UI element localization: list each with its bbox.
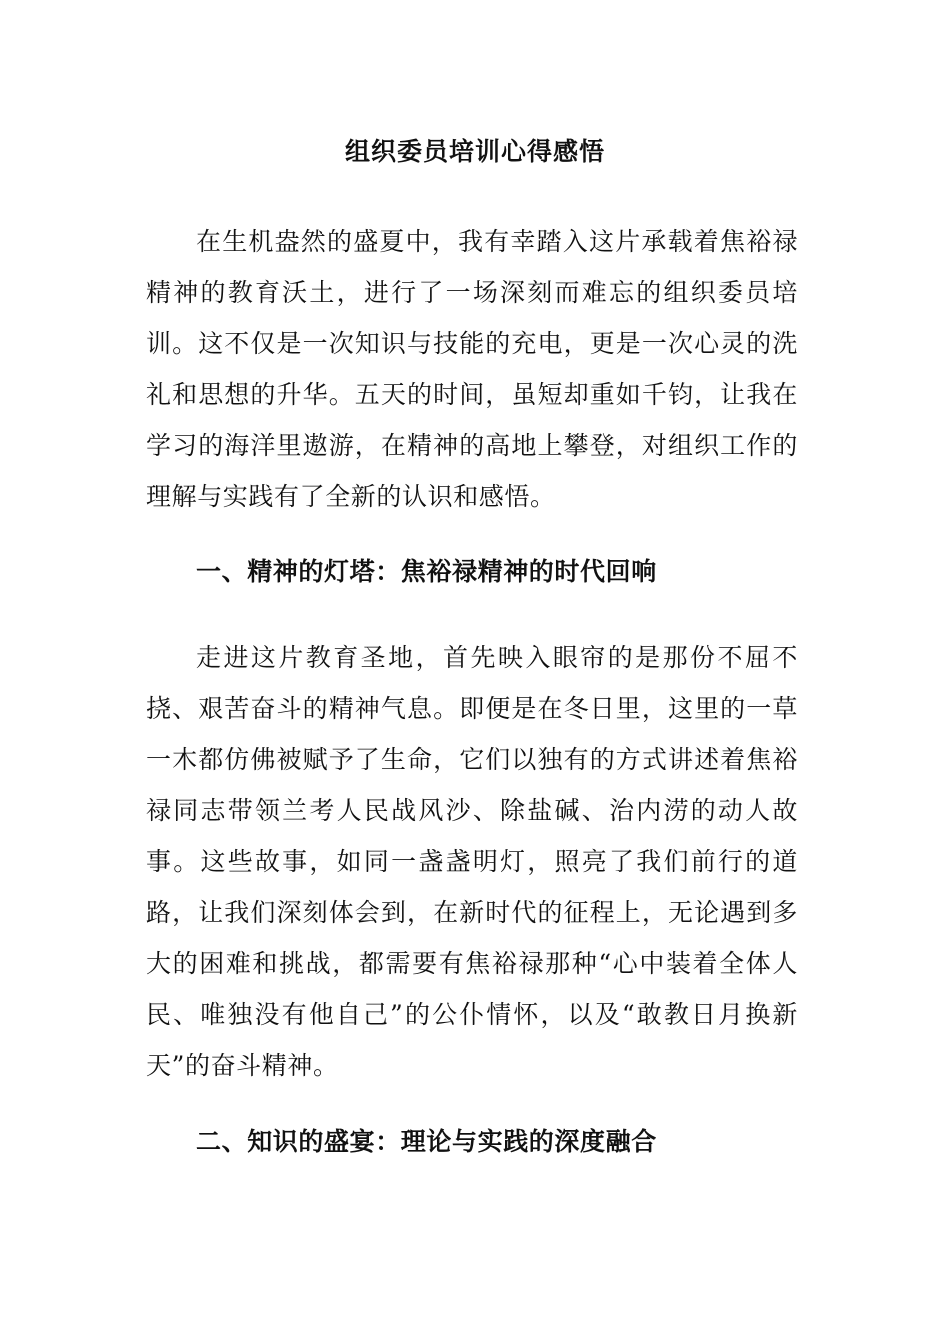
document-title: 组织委员培训心得感悟 [344,137,605,166]
section-heading-2: 二、知识的盛宴：理论与实践的深度融合 [196,1127,657,1156]
section-1-paragraph: 走进这片教育圣地，首先映入眼帘的是那份不屈不挠、艰苦奋斗的精神气息。即便是在冬日里，这里的一草一木都仿佛被赋予了生命，它们以独有的方式讲述着焦裕禄同志带领兰考人民战风沙、除盐碱、治内涝的动人故事。这些故事，如同一盏盏明灯，照亮了我们前行的道路，让我们深刻体会到，在新时代的征程上，无论遇到多大的困难和挑战，都需要有焦裕禄那种“心中装着全体人民、唯独没有他自己”的公仆情怀，以及“敢教日月换新天”的奋斗精神。 [146,643,798,1080]
section-heading-1: 一、精神的灯塔：焦裕禄精神的时代回响 [196,557,657,586]
intro-paragraph: 在生机盎然的盛夏中，我有幸踏入这片承载着焦裕禄精神的教育沃土，进行了一场深刻而难忘的组织委员培训。这不仅是一次知识与技能的充电，更是一次心灵的洗礼和思想的升华。五天的时间，虽短却重如千钧，让我在学习的海洋里遨游，在精神的高地上攀登，对组织工作的理解与实践有了全新的认识和感悟。 [146,227,798,511]
